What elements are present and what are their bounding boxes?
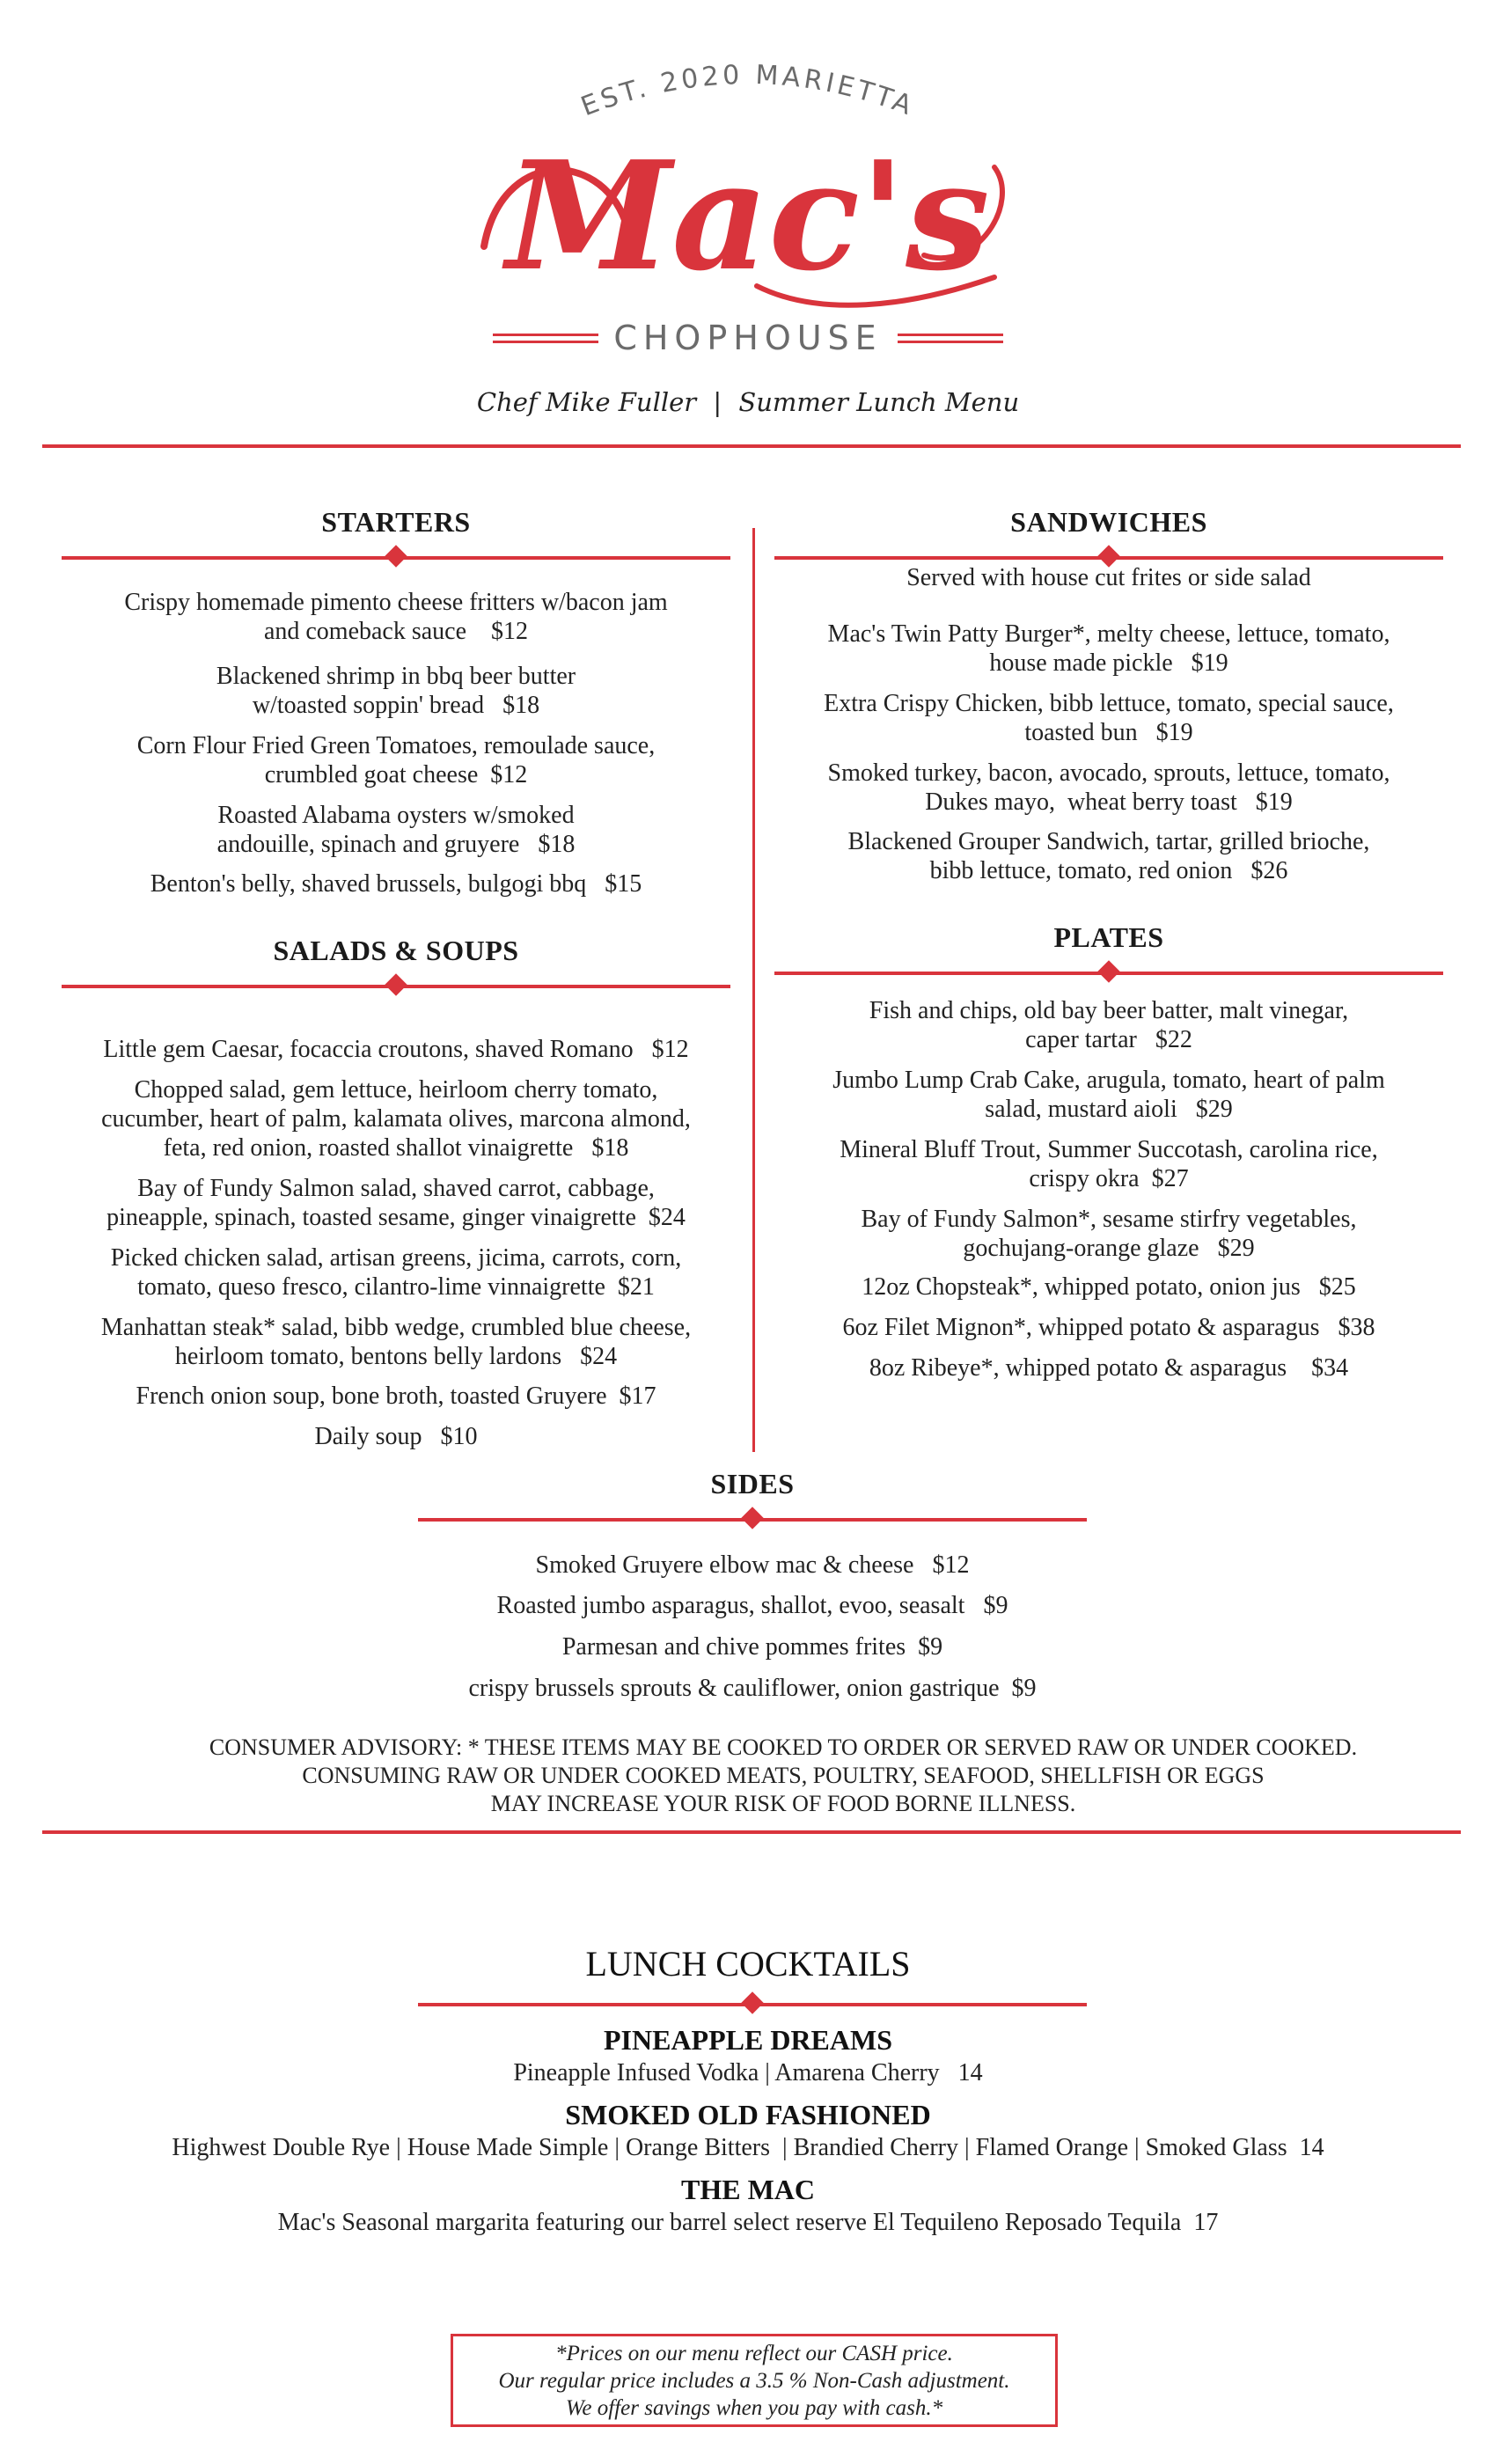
sandwiches-item: Smoked turkey, bacon, avocado, sprouts, lettuce, tomato, Dukes mayo, wheat berry toast $19 (827, 759, 1390, 816)
salads-item: Manhattan steak* salad, bibb wedge, crumbled blue cheese, heirloom tomato, bentons belly lardons $24 (100, 1314, 692, 1370)
sandwiches-item: Extra Crispy Chicken, bibb lettuce, tomato, special sauce, toasted bun $19 (824, 690, 1394, 746)
sandwiches-item: Blackened Grouper Sandwich, tartar, grilled brioche, bibb lettuce, tomato, red onion $26 (847, 828, 1370, 884)
cocktails-heading: LUNCH COCKTAILS (585, 1944, 911, 1984)
bottom-divider (42, 1830, 1461, 1834)
subtitle-separator: | (713, 387, 722, 417)
plates-item: 12oz Chopsteak*, whipped potato, onion jus $25 (862, 1273, 1356, 1301)
logo-name: Mac's (506, 128, 990, 304)
chef-name: Chef Mike Fuller (476, 387, 697, 417)
logo-sub-text: CHOPHOUSE (613, 319, 883, 357)
sides-item: Smoked Gruyere elbow mac & cheese $12 (535, 1551, 970, 1579)
salads-heading: SALADS & SOUPS (273, 935, 519, 966)
plates-heading: PLATES (1053, 921, 1164, 953)
menu-name: Summer Lunch Menu (738, 387, 1020, 417)
sandwiches-heading: SANDWICHES (1010, 506, 1207, 538)
starters-heading: STARTERS (321, 506, 471, 538)
plates-item: Fish and chips, old bay beer batter, malt vinegar, caper tartar $22 (869, 997, 1349, 1053)
plates-item: Bay of Fundy Salmon*, sesame stirfry vegetables, gochujang-orange glaze $29 (861, 1206, 1357, 1262)
cocktail-desc: Mac's Seasonal margarita featuring our barrel select reserve El Tequileno Reposado Tequila 17 (277, 2209, 1219, 2236)
starters-item: Crispy homemade pimento cheese fritters w/bacon jam and comeback sauce $12 (124, 589, 668, 645)
logo-est-text: EST. 2020 MARIETTA (576, 59, 920, 123)
cash-price-note: *Prices on our menu reflect our CASH price. Our regular price includes a 3.5 % Non-Cash adjustment. We offer savings when you pay with cash.* (451, 2334, 1058, 2427)
salads-item: Daily soup $10 (314, 1423, 478, 1450)
logo-script (466, 97, 1030, 334)
starters-item: Benton's belly, shaved brussels, bulgogi bbq $15 (150, 870, 642, 898)
sandwiches-note: Served with house cut frites or side salad (906, 564, 1311, 591)
cocktail-name: SMOKED OLD FASHIONED (565, 2099, 931, 2130)
plates-item: 8oz Ribeye*, whipped potato & asparagus $34 (869, 1354, 1349, 1382)
salads-item: Bay of Fundy Salmon salad, shaved carrot, cabbage, pineapple, spinach, toasted sesame, ginger vinaigrette $24 (106, 1175, 686, 1231)
starters-item: Roasted Alabama oysters w/smoked andouille, spinach and gruyere $18 (216, 802, 576, 858)
sandwiches-item: Mac's Twin Patty Burger*, melty cheese, lettuce, tomato, house made pickle $19 (827, 620, 1390, 677)
cocktail-name: PINEAPPLE DREAMS (603, 2024, 892, 2056)
cocktail-desc: Pineapple Infused Vodka | Amarena Cherry 14 (513, 2059, 983, 2086)
plates-item: 6oz Filet Mignon*, whipped potato & asparagus $38 (842, 1314, 1375, 1341)
salads-item: Picked chicken salad, artisan greens, jicima, carrots, corn, tomato, queso fresco, cilantro-lime vinnaigrette $21 (110, 1244, 682, 1301)
logo-chophouse (484, 312, 1012, 365)
cocktail-desc: Highwest Double Rye | House Made Simple | Orange Bitters | Brandied Cherry | Flamed Orange | Smoked Glass 14 (172, 2134, 1324, 2161)
salads-item: Chopped salad, gem lettuce, heirloom cherry tomato, cucumber, heart of palm, kalamata olives, marcona almond, feta, red onion, roasted shallot vinaigrette $18 (101, 1076, 691, 1162)
plates-item: Jumbo Lump Crab Cake, arugula, tomato, heart of palm salad, mustard aioli $29 (832, 1067, 1385, 1123)
cocktail-name: THE MAC (681, 2174, 815, 2205)
sides-heading: SIDES (710, 1468, 795, 1500)
starters-item: Blackened shrimp in bbq beer butter w/toasted soppin' bread $18 (216, 663, 576, 719)
salads-item: Little gem Caesar, focaccia croutons, shaved Romano $12 (103, 1036, 689, 1063)
column-divider (752, 528, 755, 1452)
consumer-advisory: CONSUMER ADVISORY: * THESE ITEMS MAY BE COOKED TO ORDER OR SERVED RAW OR UNDER COOKED. CONSUMING RAW OR UNDER COOKED MEATS, POULTRY, SEAFOOD, SHELLFISH OR EGGS MAY INCREASE YOUR RISK OF FOOD BORNE ILLNESS. (209, 1734, 1358, 1816)
menu-subtitle (0, 387, 1496, 417)
top-divider (42, 444, 1461, 448)
sides-item: crispy brussels sprouts & cauliflower, onion gastrique $9 (468, 1675, 1037, 1702)
sides-item: Roasted jumbo asparagus, shallot, evoo, seasalt $9 (496, 1592, 1008, 1619)
salads-item: French onion soup, bone broth, toasted Gruyere $17 (136, 1382, 656, 1410)
plates-item: Mineral Bluff Trout, Summer Succotash, carolina rice, crispy okra $27 (840, 1136, 1378, 1192)
sides-item: Parmesan and chive pommes frites $9 (561, 1633, 943, 1661)
starters-item: Corn Flour Fried Green Tomatoes, remoulade sauce, crumbled goat cheese $12 (136, 732, 656, 788)
